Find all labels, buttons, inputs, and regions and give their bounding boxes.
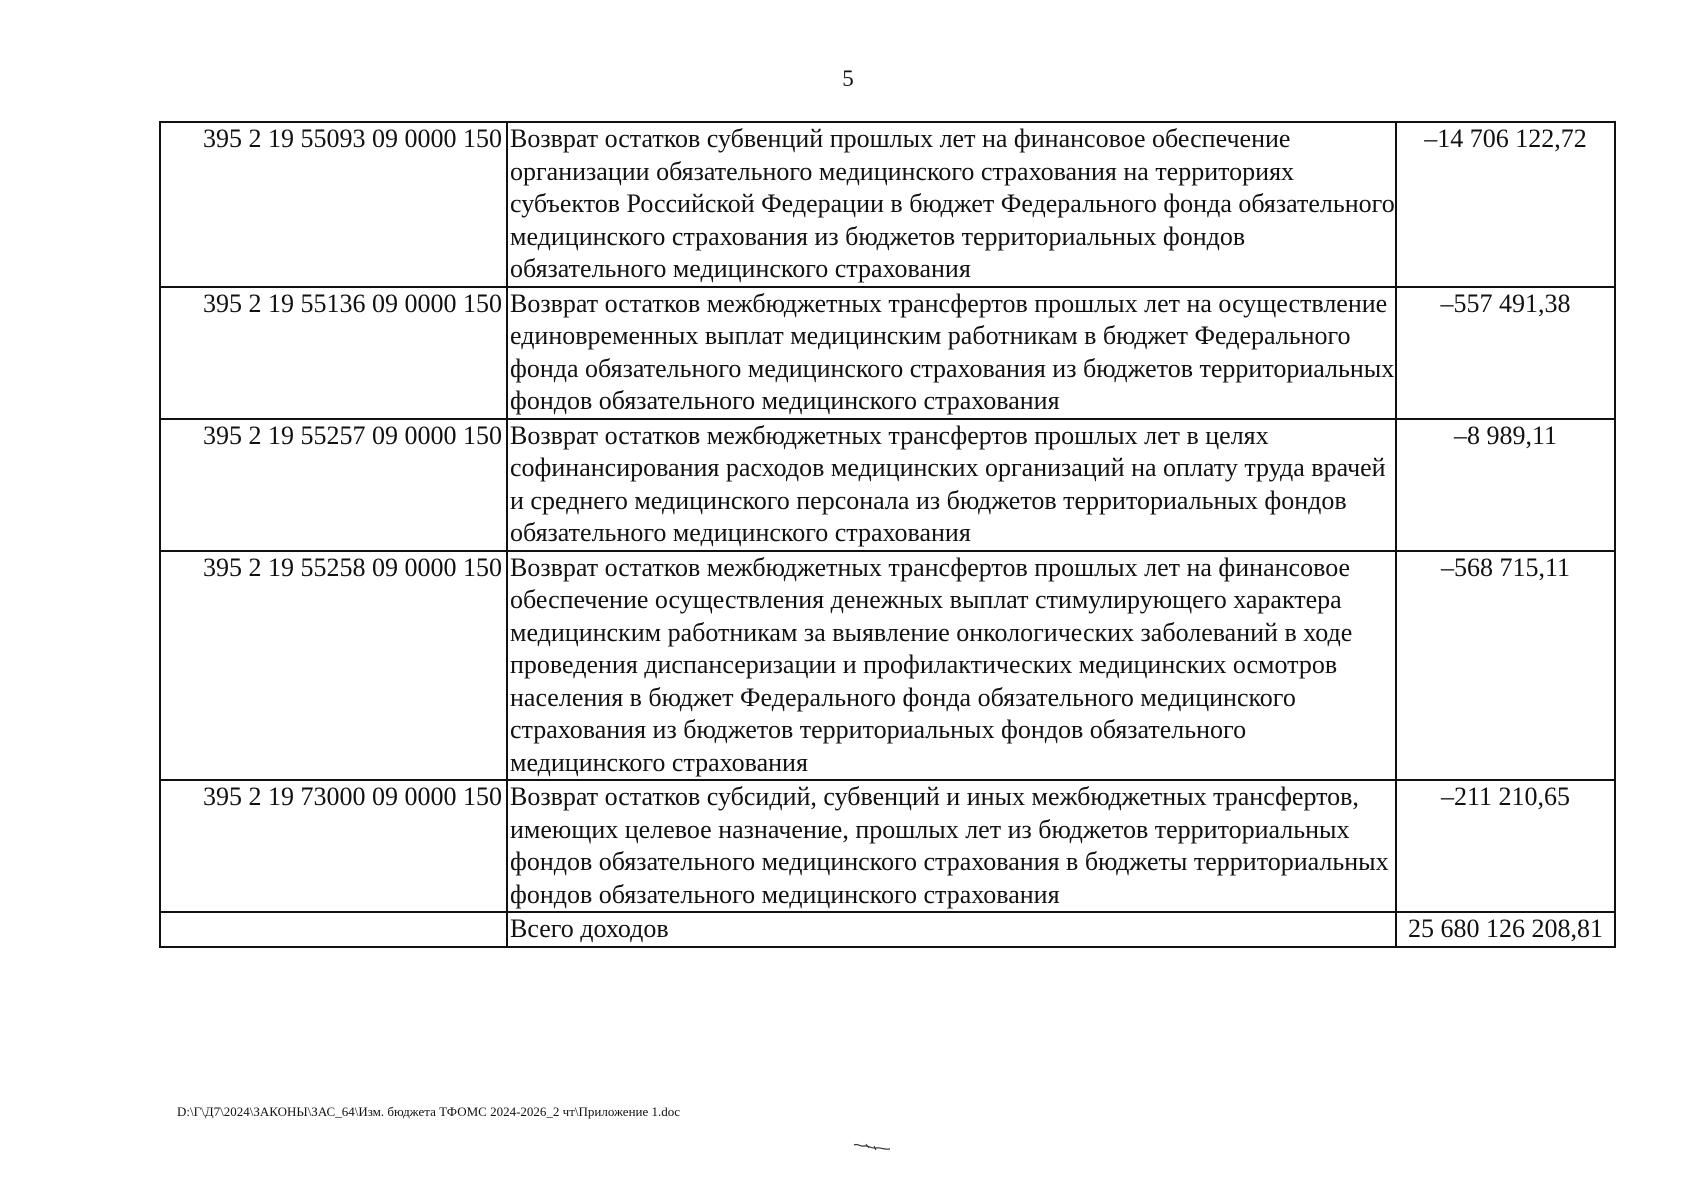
table-row xyxy=(160,551,1615,781)
budget-code-cell: 395 2 19 55257 09 0000 150 xyxy=(160,419,507,551)
total-amount-cell: 25 680 126 208,81 xyxy=(1396,912,1615,947)
budget-code-cell: 395 2 19 73000 09 0000 150 xyxy=(160,780,507,912)
amount-cell: –557 491,38 xyxy=(1396,287,1615,419)
amount-cell: –211 210,65 xyxy=(1396,780,1615,912)
description-cell: Возврат остатков межбюджетных трансфертов прошлых лет на осуществление единовременных выплат медицинским работникам в бюджет Федерального фонда обязательного медицинского страхования из бюджетов территориальных фондов обязательного медицинского страхования xyxy=(507,287,1396,419)
scan-artifact-mark xyxy=(852,1140,892,1154)
document-file-path: D:\Г\Д7\2024\ЗАКОНЫ\ЗАС_64\Изм. бюджета ТФОМС 2024-2026_2 чт\Приложение 1.doc xyxy=(177,1104,681,1119)
total-code-cell xyxy=(160,912,507,947)
description-cell: Возврат остатков субсидий, субвенций и иных межбюджетных трансфертов, имеющих целевое назначение, прошлых лет из бюджетов территориальных фондов обязательного медицинского страхования в бюджеты территориальных фондов обязательного медицинского страхования xyxy=(507,780,1396,912)
budget-code-cell: 395 2 19 55093 09 0000 150 xyxy=(160,122,507,287)
table-row xyxy=(160,122,1615,287)
budget-income-table xyxy=(159,121,1616,948)
description-cell: Возврат остатков межбюджетных трансфертов прошлых лет в целях софинансирования расходов медицинских организаций на оплату труда врачей и среднего медицинского персонала из бюджетов территориальных фондов обязательного медицинского страхования xyxy=(507,419,1396,551)
table-row xyxy=(160,419,1615,551)
amount-cell: –8 989,11 xyxy=(1396,419,1615,551)
budget-code-cell: 395 2 19 55136 09 0000 150 xyxy=(160,287,507,419)
page-number: 5 xyxy=(842,66,854,91)
budget-code-cell: 395 2 19 55258 09 0000 150 xyxy=(160,551,507,781)
description-cell: Возврат остатков субвенций прошлых лет на финансовое обеспечение организации обязательного медицинского страхования на территориях субъектов Российской Федерации в бюджет Федерального фонда обязательного медицинского страхования из бюджетов территориальных фондов обязательного медицинского страхования xyxy=(507,122,1396,287)
total-row xyxy=(160,912,1615,947)
amount-cell: –14 706 122,72 xyxy=(1396,122,1615,287)
amount-cell: –568 715,11 xyxy=(1396,551,1615,781)
total-label-cell: Всего доходов xyxy=(507,912,1396,947)
table-row xyxy=(160,780,1615,912)
table-row xyxy=(160,287,1615,419)
description-cell: Возврат остатков межбюджетных трансфертов прошлых лет на финансовое обеспечение осуществления денежных выплат стимулирующего характера медицинским работникам за выявление онкологических заболеваний в ходе проведения диспансеризации и профилактических медицинских осмотров населения в бюджет Федерального фонда обязательного медицинского страхования из бюджетов территориальных фондов обязательного медицинского страхования xyxy=(507,551,1396,781)
